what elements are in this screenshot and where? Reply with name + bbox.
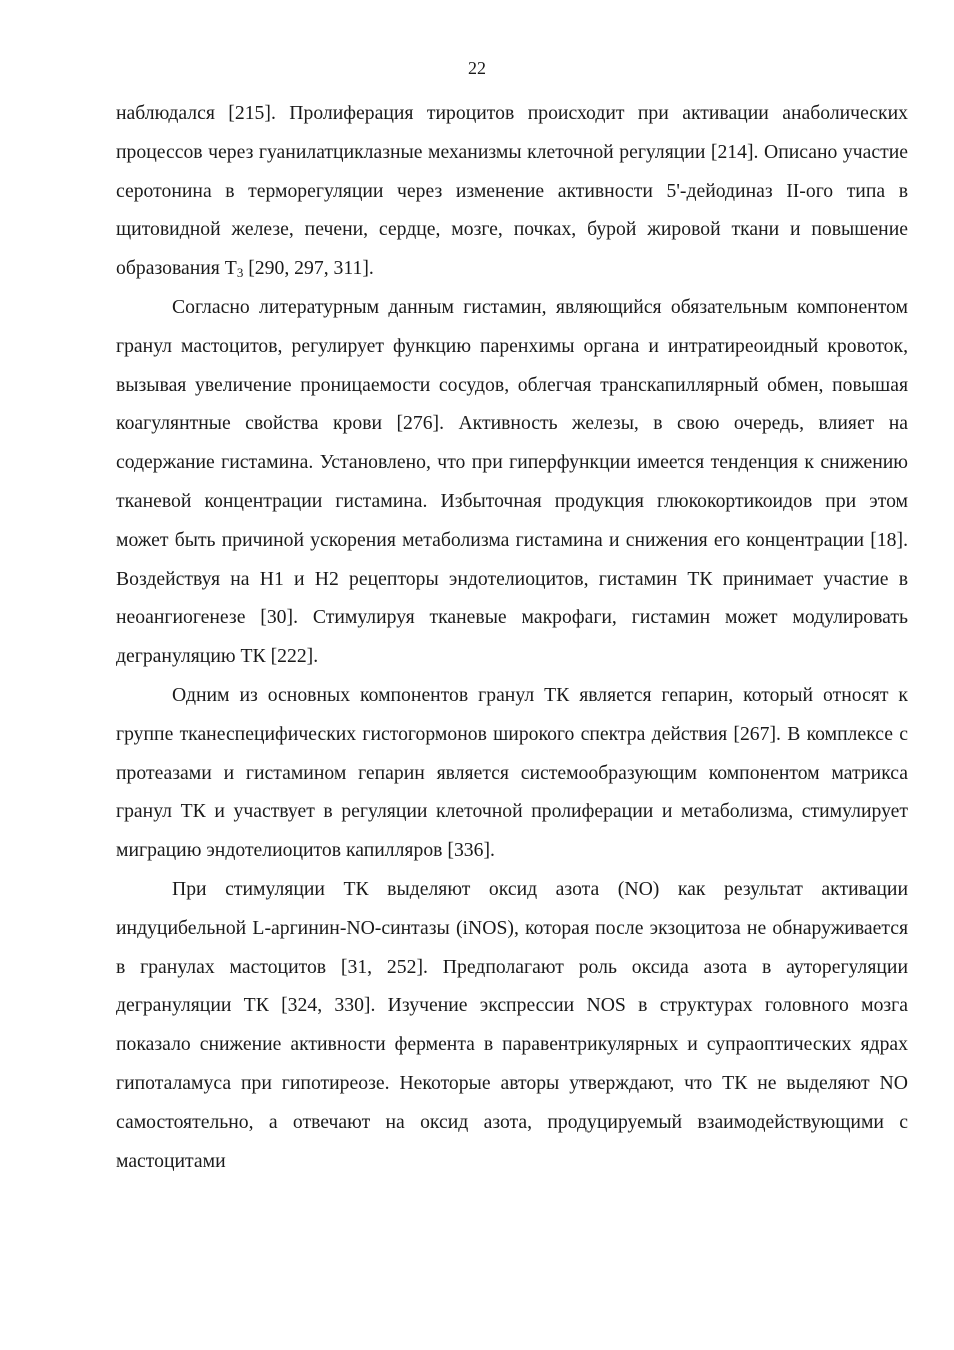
page-number: 22 [468,58,486,78]
paragraph-histamine: Согласно литературным данным гистамин, являющийся обязательным компонентом гранул мастоцитов, регулирует функцию паренхимы органа и интратиреоидный кровоток, вызывая увеличение проницаемости сосудов, облегчая транскапиллярный обмен, повышая коагулянтные свойства крови [276]. Активность железы, в свою очередь, влияет на содержание гистамина. Установлено, что при гиперфункции имеется тенденция к снижению тканевой концентрации гистамина. Избыточная продукция глюкокортикоидов при этом может быть причиной ускорения метаболизма гистамина и снижения его концентрации [18]. Воздействуя на Н1 и Н2 рецепторы эндотелиоцитов, гистамин ТК принимает участие в неоангиогенезе [30]. Стимулируя тканевые макрофаги, гистамин может модулировать дегрануляцию ТК [222]. [116,295,908,668]
paragraph-continuation [116,94,908,288]
paragraph-heparin: Одним из основных компонентов гранул ТК является гепарин, который относят к группе тканеспецифических гистогормонов широкого спектра действия [267]. В комплексе с протеазами и гистамином гепарин является системообразующим компонентом матрикса гранул ТК и участвует в регуляции клеточной пролиферации и метаболизма, стимулирует миграцию эндотелиоцитов капилляров [336]. [116,683,908,862]
paragraph-text: наблюдался [215]. Пролиферация тироцитов происходит при активации анаболических процессов через гуанилатциклазные механизмы клеточной регуляции [214]. Описано участие серотонина в терморегуляции через изменение активности 5'-дейодиназ II-ого типа в щитовидной железе, печени, сердце, мозге, почках, бурой жировой ткани и повышение образования Т [116,102,908,280]
subscript: 3 [236,265,244,281]
paragraph-nitric-oxide: При стимуляции ТК выделяют оксид азота (NO) как результат активации индуцибельной L-аргинин-NO-синтазы (iNOS), которая после экзоцитоза не обнаруживается в гранулах мастоцитов [31, 252]. Предполагают роль оксида азота в ауторегуляции дегрануляции ТК [324, 330]. Изучение экспрессии NOS в структурах головного мозга показало снижение активности фермента в паравентрикулярных и супраоптических ядрах гипоталамуса при гипотиреозе. Некоторые авторы утверждают, что ТК не выделяют NO самостоятельно, а отвечают на оксид азота, продуцируемый взаимодействующими с мастоцитами [116,877,908,1172]
text-body [116,94,908,1180]
paragraph-text-tail: [290, 297, 311]. [243,257,374,280]
